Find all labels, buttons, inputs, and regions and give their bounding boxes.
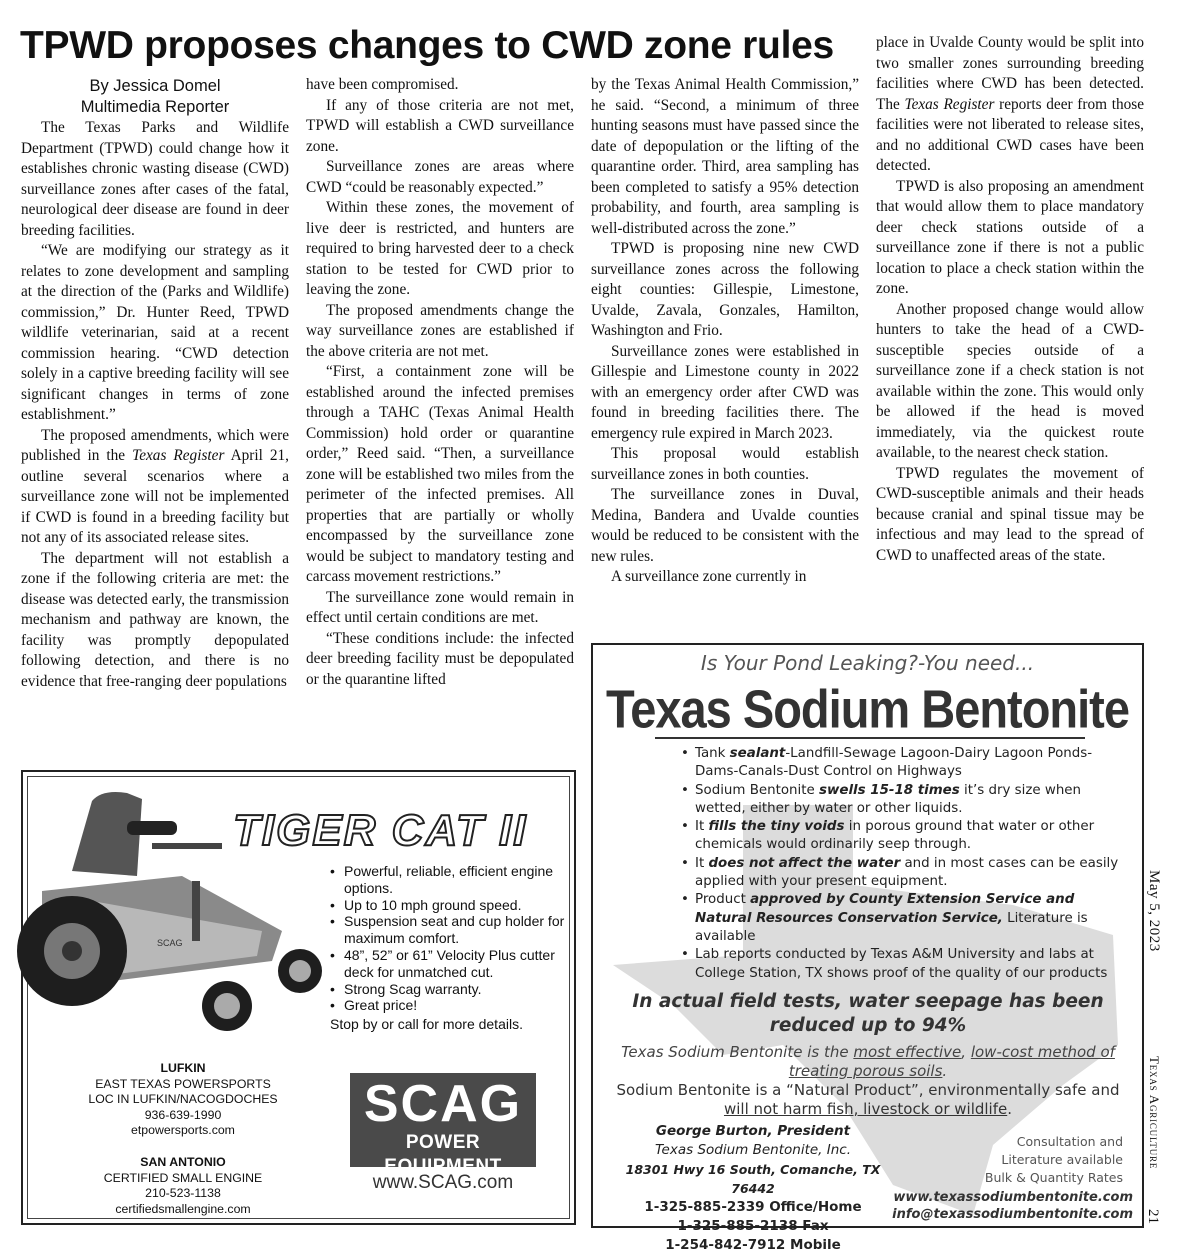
- contact-name: George Burton, President: [655, 1123, 851, 1139]
- divider: [655, 737, 1085, 739]
- tiger-cat-logo: [233, 805, 563, 855]
- paragraph: The proposed amendments change the way surveillance zones are established if the above criteria are not met.: [306, 301, 574, 360]
- dealer-phone: 936-639-1990: [144, 1107, 222, 1122]
- paragraph: The surveillance zone would remain in effect until certain conditions are met.: [306, 588, 574, 626]
- byline-title: Multimedia Reporter: [80, 98, 230, 116]
- article-column-3: [591, 75, 859, 588]
- article-column-2: [306, 75, 574, 690]
- feature-item: • Suspension seat and cup holder for maximum comfort.: [330, 913, 570, 947]
- feature-item: • Powerful, reliable, efficient engine options.: [330, 863, 570, 897]
- dealer-name: CERTIFIED SMALL ENGINE: [103, 1170, 263, 1185]
- dealer-name: EAST TEXAS POWERSPORTS: [95, 1076, 271, 1091]
- feature-item: • Strong Scag warranty.: [330, 981, 570, 998]
- paragraph: TPWD is proposing nine new CWD surveillance zones across the following eight counties: Gillespie, Limestone, Uvalde, Zavala, Gonzales, Hamilton, Washington and Frio.: [591, 240, 859, 339]
- page-number: 21: [1145, 1209, 1161, 1224]
- paragraph: place in Uvalde County would be split into two smaller zones surrounding breeding facilities where CWD has been detected. The Texas Register reports deer from those facilities were not liberated to release sites, and no additional CWD cases have been detected.: [876, 34, 1144, 174]
- paragraph: TPWD regulates the movement of CWD-susceptible animals and their heads because cranial and spinal tissue may be infectious and may lead to the spread of CWD to unaffected areas of the state.: [876, 464, 1144, 564]
- paragraph: Surveillance zones are areas where CWD “could be reasonably expected.”: [306, 158, 574, 196]
- contact-company: Texas Sodium Bentonite, Inc.: [654, 1142, 852, 1158]
- article-column-4: [876, 33, 1144, 566]
- dealer-phone: 210-523-1138: [145, 1186, 221, 1201]
- ad-title: Texas Sodium Bentonite: [606, 678, 1129, 739]
- benefit-item: • Sodium Bentonite swells 15-18 times it’s dry size when wetted, either by water or other liquids.: [679, 782, 1119, 819]
- byline-author: By Jessica Domel: [89, 77, 221, 95]
- issue-date: May 5, 2023: [1146, 870, 1162, 952]
- product-name: TIGER CAT II: [233, 806, 528, 855]
- benefit-item: • It fills the tiny voids in porous ground that water or other chemicals would ordinarily seep through.: [679, 818, 1119, 855]
- field-test-claim: In actual field tests, water seepage has been reduced up to 94%: [632, 991, 1104, 1036]
- scag-website[interactable]: www.SCAG.com: [372, 1172, 514, 1193]
- phone-office[interactable]: 1-325-885-2339 Office/Home: [644, 1199, 862, 1215]
- dealer-city: SAN ANTONIO: [140, 1154, 226, 1169]
- paragraph: have been compromised.: [306, 76, 459, 93]
- paragraph: This proposal would establish surveillance zones in both counties.: [591, 445, 859, 483]
- publication-name: Texas Agriculture: [1147, 1056, 1162, 1170]
- benefit-item: • It does not affect the water and in most cases can be easily applied with your present equipment.: [679, 855, 1119, 892]
- paragraph: “These conditions include: the infected deer breeding facility must be depopulated or the quarantine lifted: [306, 629, 574, 688]
- paragraph: “We are modifying our strategy as it relates to zone development and sampling at the direction of the (Parks and Wildlife) commission,” Dr. Hunter Reed, TPWD wildlife veterinarian, said at a recent commission hearing. “CWD detection solely in a captive breeding facility will see significant changes in terms of zone establishment.”: [21, 242, 289, 423]
- paragraph: Another proposed change would allow hunters to take the head of a CWD-susceptible species outside of a surveillance zone if a check station is not available within the zone. This would only be allowed if the head is moved immediately, via the quickest route available, to the nearest check station.: [876, 300, 1144, 461]
- paragraph: The department will not establish a zone if the following criteria are met: the disease was detected early, the transmission mechanism and pathway are known, the facility was promptly depopulated following detection, and there is no evidence that free-ranging deer populations: [21, 549, 289, 690]
- contact-block: [603, 1122, 903, 1255]
- dealer-location: LOC IN LUFKIN/NACOGDOCHES: [88, 1092, 278, 1107]
- services-note: Consultation and Literature available Bulk & Quantity Rates: [984, 1134, 1123, 1185]
- paragraph: If any of those criteria are not met, TPWD will establish a CWD surveillance zone.: [306, 96, 574, 155]
- effectiveness-statement: Texas Sodium Bentonite is the most effective, low-cost method of treating porous soils.: [621, 1043, 1115, 1080]
- svg-text:SCAG: SCAG: [157, 938, 183, 948]
- paragraph: The proposed amendments, which were published in the Texas Register April 21, outline several scenarios where a surveillance zone will not be implemented if CWD is found in a breeding facility but not any of its associated release sites.: [21, 426, 290, 546]
- scag-logo-subtext: POWER EQUIPMENT: [384, 1132, 502, 1177]
- paragraph: TPWD is also proposing an amendment that would allow them to place mandatory deer check stations outside of a surveillance zone if there is not a public location to place a check station within the zone.: [876, 177, 1144, 297]
- feature-item: • Up to 10 mph ground speed.: [330, 897, 570, 914]
- dealer-website[interactable]: etpowersports.com: [131, 1123, 235, 1138]
- feature-item: • 48”, 52” or 61” Velocity Plus cutter deck for unmatched cut.: [330, 947, 570, 981]
- phone-fax: 1-325-885-2138 Fax: [677, 1218, 829, 1234]
- article-column-1: [21, 76, 289, 692]
- feature-list: [330, 863, 570, 1014]
- benefit-item: • Tank sealant-Landfill-Sewage Lagoon-Dairy Lagoon Ponds-Dams-Canals-Dust Control on Highways: [679, 745, 1119, 782]
- paragraph: The surveillance zones in Duval, Medina, Bandera and Uvalde counties would be reduced to be consistent with the new rules.: [591, 486, 859, 565]
- call-to-action: Stop by or call for more details.: [330, 1016, 523, 1032]
- dealer-website[interactable]: certifiedsmallengine.com: [115, 1201, 251, 1216]
- dealer-city: LUFKIN: [160, 1061, 206, 1075]
- bentonite-web-contacts: [883, 1189, 1133, 1223]
- feature-item: • Great price!: [330, 997, 570, 1014]
- dealer-list: [68, 1061, 298, 1217]
- natural-statement: Sodium Bentonite is a “Natural Product”, environmentally safe and will not harm fish, livestock or wildlife.: [616, 1081, 1120, 1118]
- benefit-item: • Product approved by County Extension Service and Natural Resources Conservation Service, Literature is available: [679, 891, 1119, 946]
- benefit-item: • Lab reports conducted by Texas A&M University and labs at College Station, TX shows proof of the quality of our products: [679, 946, 1119, 983]
- ad-question: Is Your Pond Leaking?-You need...: [700, 651, 1035, 675]
- bentonite-email[interactable]: info@texassodiumbentonite.com: [892, 1207, 1133, 1222]
- paragraph: by the Texas Animal Health Commission,” he said. “Second, a minimum of three hunting seasons must have passed since the date of depopulation or the lifting of the quarantine order. Third, area sampling has been completed to satisfy a 95% detection probability, and fourth, area sampling is well-distributed across the zone.”: [591, 76, 859, 237]
- contact-address: 18301 Hwy 16 South, Comanche, TX 76442: [625, 1162, 881, 1196]
- bentonite-advertisement: [591, 643, 1144, 1253]
- benefit-list: [679, 745, 1119, 983]
- paragraph: A surveillance zone currently in: [611, 568, 807, 585]
- headline: TPWD proposes changes to CWD zone rules: [20, 24, 834, 67]
- scag-logo-text: SCAG: [363, 1075, 523, 1133]
- paragraph: “First, a containment zone will be established around the infected premises through a TAHC (Texas Animal Health Commission) hold order or quarantine order,” Reed said. “Then, a surveillance zone will be established two miles from the perimeter of the infected premises. All properties that are partially or wholly encompassed by the surveillance zone would be subject to mandatory testing and carcass movement restrictions.”: [306, 363, 574, 585]
- paragraph: Surveillance zones were established in Gillespie and Limestone county in 2022 with an emergency order after CWD was found in breeding facilities there. The emergency rule expired in March 2023.: [591, 342, 859, 442]
- bentonite-website[interactable]: www.texassodiumbentonite.com: [893, 1190, 1133, 1205]
- phone-mobile[interactable]: 1-254-842-7912 Mobile: [665, 1237, 841, 1253]
- paragraph: The Texas Parks and Wildlife Department (TPWD) could change how it establishes chronic wasting disease (CWD) surveillance zones after cases of the fatal, neurological deer disease are found in deer breeding facilities.: [21, 119, 289, 239]
- paragraph: Within these zones, the movement of live deer is restricted, and hunters are required to bring harvested deer to a check station to be tested for CWD prior to leaving the zone.: [306, 199, 574, 298]
- scag-logo: [350, 1073, 536, 1177]
- scag-advertisement: [21, 770, 576, 1225]
